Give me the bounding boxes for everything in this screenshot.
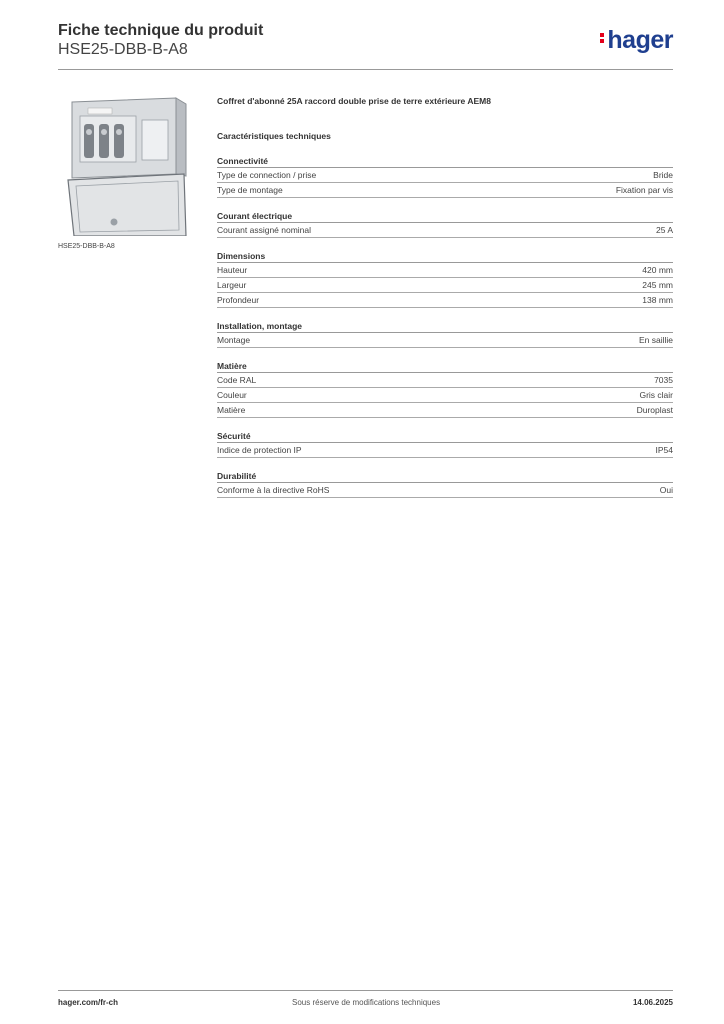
spec-value: 25 A	[655, 225, 673, 235]
spec-value: En saillie	[638, 335, 673, 345]
section-title: Installation, montage	[217, 320, 673, 333]
spec-label: Courant assigné nominal	[217, 225, 312, 235]
hager-logo	[600, 26, 673, 54]
spec-value: Bride	[653, 170, 673, 180]
logo-text: hager	[607, 26, 673, 54]
spec-label: Hauteur	[217, 265, 248, 275]
spec-value: Fixation par vis	[615, 185, 673, 195]
spec-row	[217, 183, 673, 198]
spec-value: Gris clair	[639, 390, 673, 400]
section-title: Durabilité	[217, 470, 673, 483]
footer-date: 14.06.2025	[632, 998, 673, 1007]
page-title: Fiche technique du produit	[58, 22, 264, 39]
spec-label: Montage	[217, 335, 251, 345]
spec-row	[217, 443, 673, 458]
spec-label: Profondeur	[217, 295, 260, 305]
footer-notice: Sous réserve de modifications techniques	[292, 998, 441, 1007]
spec-value: 420 mm	[642, 265, 673, 275]
spec-value: Oui	[659, 485, 673, 495]
spec-row	[217, 168, 673, 183]
spec-row	[217, 403, 673, 418]
spec-row	[217, 223, 673, 238]
section-title: Connectivité	[217, 155, 673, 168]
spec-row	[217, 278, 673, 293]
spec-label: Largeur	[217, 280, 247, 290]
spec-row	[217, 373, 673, 388]
spec-row	[217, 388, 673, 403]
spec-row	[217, 483, 673, 498]
document-header	[58, 20, 673, 70]
section-title: Sécurité	[217, 430, 673, 443]
spec-row	[217, 333, 673, 348]
section-title: Dimensions	[217, 250, 673, 263]
image-caption: HSE25-DBB-B-A8	[58, 243, 115, 250]
section-title: Matière	[217, 360, 673, 373]
spec-value: Duroplast	[636, 405, 673, 415]
spec-value: 7035	[654, 375, 673, 385]
spec-label: Conforme à la directive RoHS	[217, 485, 330, 495]
footer-website: hager.com/fr-ch	[58, 998, 119, 1007]
section-title: Courant électrique	[217, 210, 673, 223]
footer-divider	[58, 990, 673, 991]
tech-specs-heading: Caractéristiques techniques	[217, 131, 331, 141]
header-divider	[58, 69, 673, 70]
product-details	[217, 95, 673, 498]
spec-label: Type de montage	[217, 185, 283, 195]
spec-value: 245 mm	[642, 280, 673, 290]
spec-sections	[217, 155, 673, 498]
spec-value: IP54	[655, 445, 673, 455]
spec-label: Indice de protection IP	[217, 445, 302, 455]
product-description: Coffret d'abonné 25A raccord double prise de terre extérieure AEM8	[217, 96, 491, 106]
spec-label: Couleur	[217, 390, 247, 400]
spec-label: Type de connection / prise	[217, 170, 317, 180]
spec-label: Matière	[217, 405, 246, 415]
product-image	[58, 96, 198, 236]
spec-value: 138 mm	[642, 295, 673, 305]
spec-label: Code RAL	[217, 375, 257, 385]
spec-row	[217, 293, 673, 308]
logo-dots-icon	[600, 31, 606, 45]
product-reference: HSE25-DBB-B-A8	[58, 41, 188, 58]
spec-row	[217, 263, 673, 278]
